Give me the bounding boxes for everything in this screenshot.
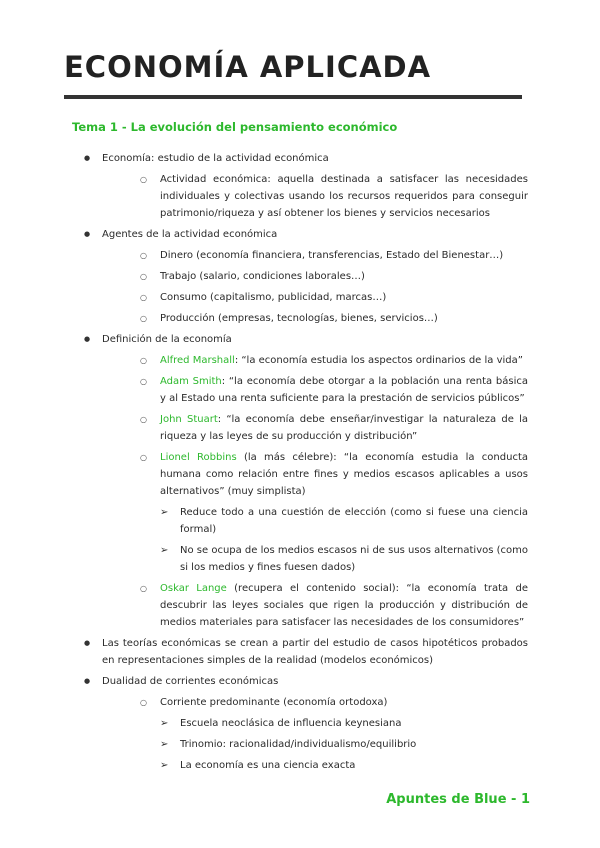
item-text: : “la economía debe enseñar/investigar la naturaleza de la riqueza y las leyes de su producción y distribución” (160, 414, 528, 442)
list-item (102, 247, 528, 264)
page-footer: Apuntes de Blue - 1 (386, 792, 530, 807)
item-text: Agentes de la actividad económica (102, 229, 278, 240)
item-text: Actividad económica: aquella destinada a satisfacer las necesidades individuales y colectivas usando los recursos requeridos para conseguir patrimonio/riqueza y así obtener los bienes y servicios necesarios (160, 174, 528, 219)
item-text: : “la economía estudia los aspectos ordinarios de la vida” (234, 355, 523, 366)
item-text: : “la economía debe otorgar a la población una renta básica y al Estado una renta suficiente para la prestación de servicios públicos” (160, 376, 529, 404)
list-item (80, 150, 528, 222)
list-item (160, 715, 528, 732)
item-text: Economía: estudio de la actividad económica (102, 153, 329, 164)
item-text: (recupera el contenido social): “la economía trata de descubrir las leyes sociales que rigen la producción y distribución de medios materiales para satisfacer las necesidades de los consumidores” (160, 583, 528, 628)
author-name: Lionel Robbins (160, 452, 237, 463)
list-item (102, 449, 528, 576)
author-name: John Stuart (160, 414, 218, 425)
item-text: Las teorías económicas se crean a partir del estudio de casos hipotéticos probados en representaciones simples de la realidad (modelos económicos) (102, 638, 528, 666)
title-divider (64, 95, 522, 99)
list-item (80, 331, 528, 631)
list-item (102, 411, 528, 445)
sub-list (102, 352, 528, 631)
author-name: Alfred Marshall (160, 355, 235, 366)
list-item (160, 504, 528, 538)
section-heading: Tema 1 - La evolución del pensamiento económico (72, 120, 398, 134)
sub-list (102, 694, 528, 774)
author-name: Adam Smith (160, 376, 222, 387)
item-text: Producción (empresas, tecnologías, bienes, servicios…) (160, 313, 438, 324)
item-text: No se ocupa de los medios escasos ni de sus usos alternativos (como si los medios y fines fuesen dados) (180, 545, 528, 573)
list-item (102, 310, 528, 327)
item-text: Corriente predominante (economía ortodoxa) (160, 697, 388, 708)
item-text: Dinero (economía financiera, transferencias, Estado del Bienestar…) (160, 250, 504, 261)
list-item (80, 673, 528, 774)
item-text: Dualidad de corrientes económicas (102, 676, 279, 687)
notes-body (80, 150, 528, 778)
sub-list (102, 247, 528, 327)
list-item (102, 289, 528, 306)
sub-sub-list (160, 715, 528, 774)
list-item (160, 542, 528, 576)
author-name: Oskar Lange (160, 583, 227, 594)
item-text: Consumo (capitalismo, publicidad, marcas…) (160, 292, 387, 303)
list-item (102, 373, 528, 407)
item-text: Trabajo (salario, condiciones laborales…) (160, 271, 365, 282)
item-text: Escuela neoclásica de influencia keynesiana (180, 718, 402, 729)
list-item (102, 694, 528, 774)
item-text: Trinomio: racionalidad/individualismo/equilibrio (180, 739, 417, 750)
item-text: (la más célebre): “la economía estudia la conducta humana como relación entre fines y medios escasos aplicables a usos alternativos” (muy simplista) (160, 452, 528, 497)
sub-sub-list (160, 504, 528, 576)
list-item (160, 736, 528, 753)
list-item (102, 352, 528, 369)
list-item (102, 268, 528, 285)
list-item (102, 171, 528, 222)
item-text: Definición de la economía (102, 334, 232, 345)
sub-list (102, 171, 528, 222)
list-item (80, 226, 528, 327)
bullet-list (80, 150, 528, 774)
item-text: La economía es una ciencia exacta (180, 760, 356, 771)
item-text: Reduce todo a una cuestión de elección (como si fuese una ciencia formal) (180, 507, 528, 535)
list-item (102, 580, 528, 631)
list-item (80, 635, 528, 669)
page-title: ECONOMÍA APLICADA (64, 50, 432, 84)
list-item (160, 757, 528, 774)
